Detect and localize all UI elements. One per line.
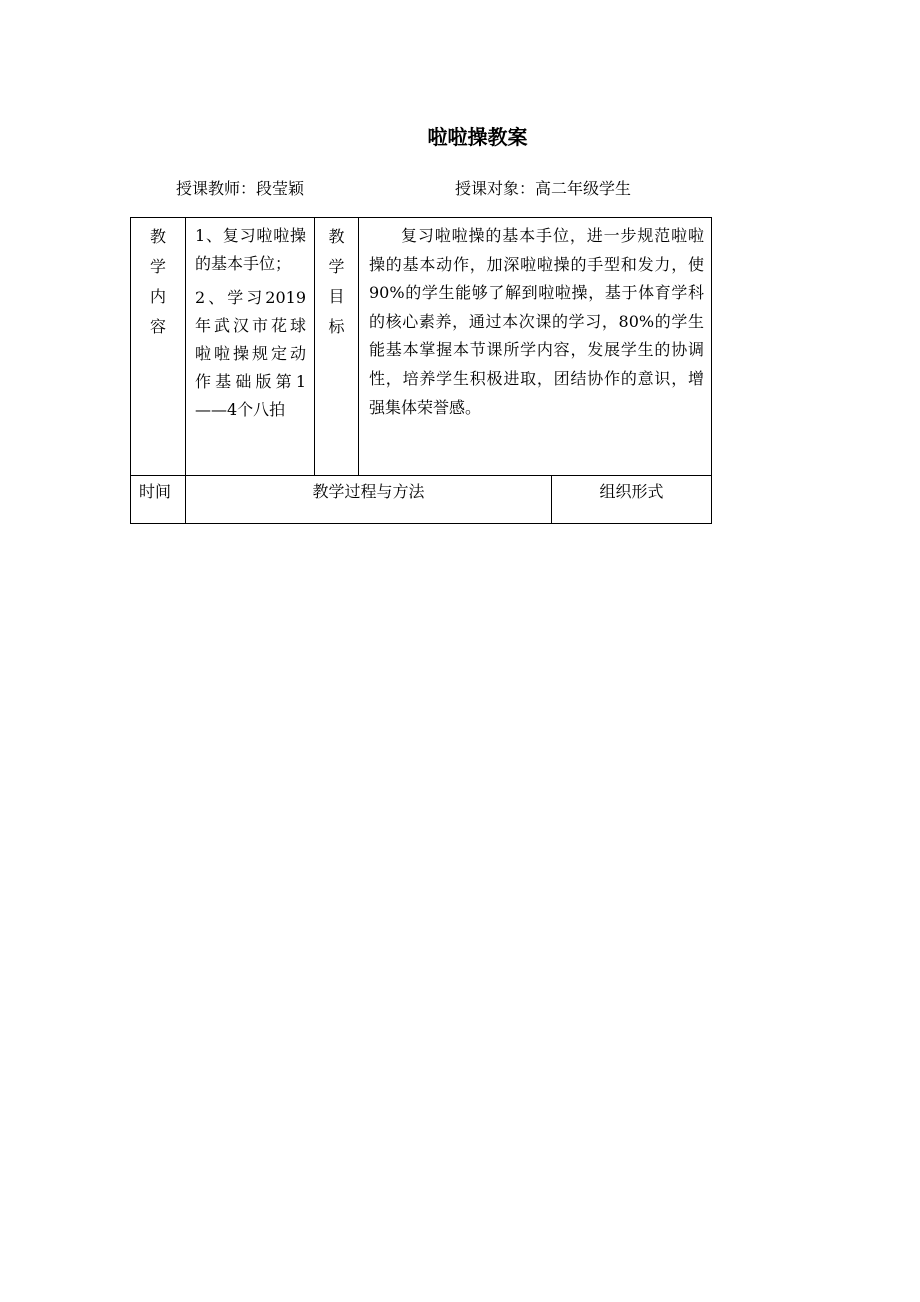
- content-label-char: 容: [149, 317, 166, 336]
- lesson-plan-table: [130, 217, 712, 524]
- teacher-label: 授课教师：段莹颖: [176, 179, 305, 198]
- goals-label-cell: [315, 218, 359, 476]
- organization-header: 组织形式: [552, 476, 712, 524]
- content-label-cell: [131, 218, 186, 476]
- goals-text-cell: [359, 218, 712, 476]
- content-items-cell: [186, 218, 315, 476]
- goals-label-char: 目: [328, 287, 345, 306]
- process-header: 教学过程与方法: [186, 476, 552, 524]
- goals-text: 复习啦啦操的基本手位，进一步规范啦啦操的基本动作，加深啦啦操的手型和发力，使90%的学生能够了解到啦啦操，基于体育学科的核心素养，通过本次课的学习，80%的学生能基本掌握本节课所学内容，发展学生的协调性，培养学生积极进取，团结协作的意识，增强集体荣誉感。: [369, 226, 705, 417]
- time-header: 时间: [131, 476, 186, 524]
- content-item: 2、学习2019年武汉市花球啦啦操规定动作基础版第1——4个八拍: [195, 288, 306, 419]
- table-row-header: [131, 476, 712, 524]
- content-label-char: 内: [149, 287, 166, 306]
- table-row-content: [131, 218, 712, 476]
- goals-label-char: 标: [328, 317, 345, 336]
- goals-label-char: 学: [328, 257, 345, 276]
- content-label-char: 教: [149, 227, 166, 246]
- content-label-char: 学: [149, 257, 166, 276]
- content-item: 1、复习啦啦操的基本手位；: [195, 226, 306, 273]
- page-title: 啦啦操教案: [427, 125, 528, 149]
- goals-label-char: 教: [328, 227, 345, 246]
- target-label: 授课对象：高二年级学生: [455, 179, 632, 198]
